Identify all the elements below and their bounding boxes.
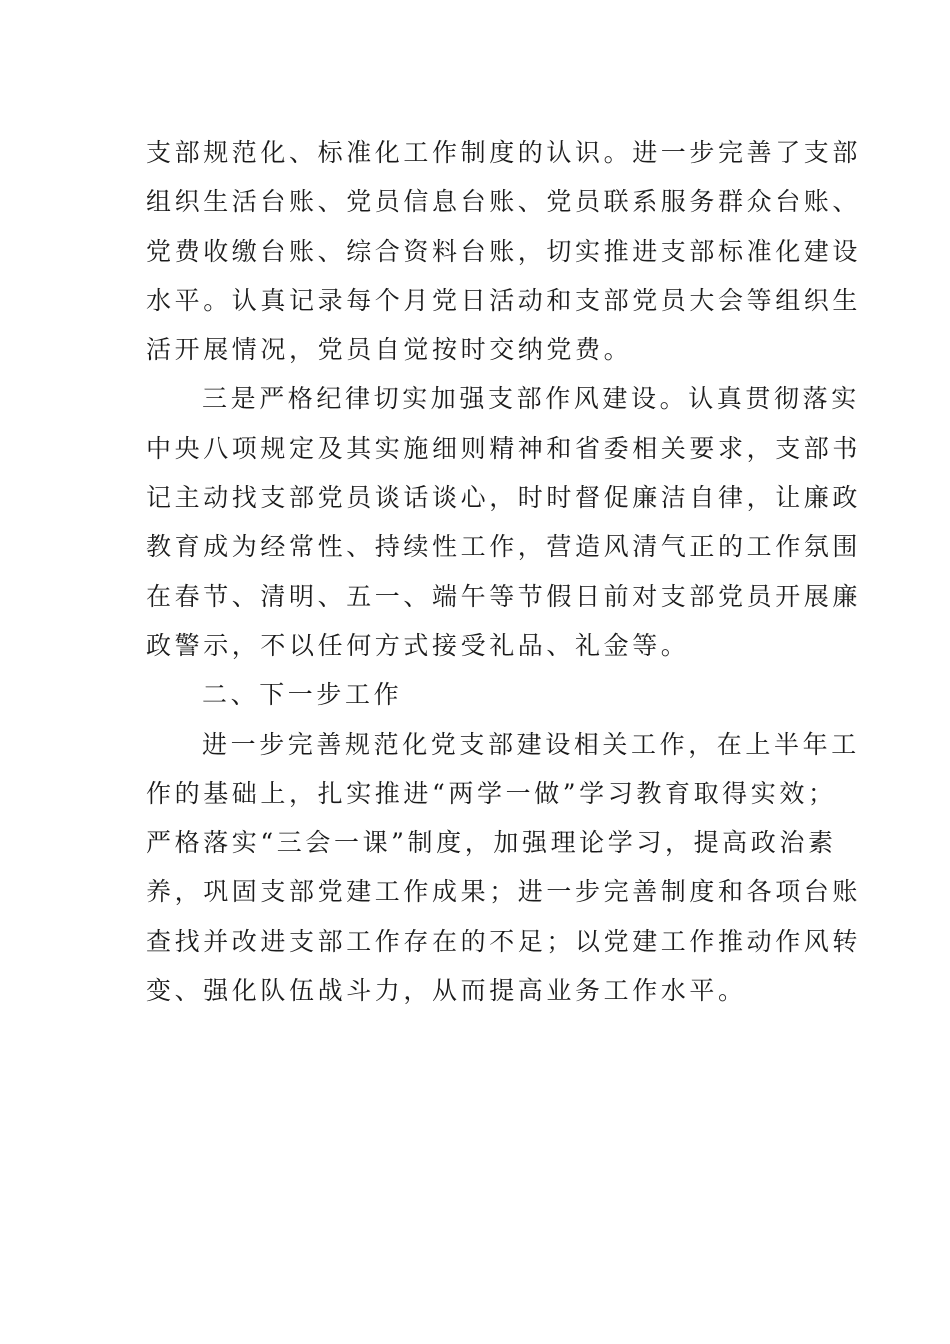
paragraph-line: 三是严格纪律切实加强支部作风建设。认真贯彻落实 [202,384,860,414]
paragraph-line: 进一步完善规范化党支部建设相关工作，在上半年工 [202,729,860,759]
paragraph-line: 组织生活台账、党员信息台账、党员联系服务群众台账、 [146,187,862,217]
paragraph-line: 政警示，不以任何方式接受礼品、礼金等。 [146,630,690,660]
paragraph-line: 水平。认真记录每个月党日活动和支部党员大会等组织生 [146,285,862,315]
document-body [146,128,862,1015]
section-heading: 二、下一步工作 [202,680,403,710]
paragraph-line: 查找并改进支部工作存在的不足；以党建工作推动作风转 [146,926,862,956]
paragraph-line: 变、强化队伍战斗力，从而提高业务工作水平。 [146,976,747,1006]
paragraph-line: 支部规范化、标准化工作制度的认识。进一步完善了支部 [146,138,862,167]
paragraph-line: 活开展情况，党员自觉按时交纳党费。 [146,335,633,365]
paragraph-line: 严格落实“三会一课”制度，加强理论学习，提高政治素 [146,828,837,858]
paragraph-line: 养，巩固支部党建工作成果；进一步完善制度和各项台账 [146,877,862,907]
paragraph-line: 党费收缴台账、综合资料台账，切实推进支部标准化建设 [146,236,862,266]
paragraph-line: 教育成为经常性、持续性工作，营造风清气正的工作氛围 [146,532,862,562]
paragraph-line: 作的基础上，扎实推进“两学一做”学习教育取得实效； [146,778,837,808]
paragraph-line: 中央八项规定及其实施细则精神和省委相关要求，支部书 [146,433,862,463]
paragraph-line: 在春节、清明、五一、端午等节假日前对支部党员开展廉 [146,581,862,611]
paragraph-line: 记主动找支部党员谈话谈心，时时督促廉洁自律，让廉政 [146,483,862,513]
